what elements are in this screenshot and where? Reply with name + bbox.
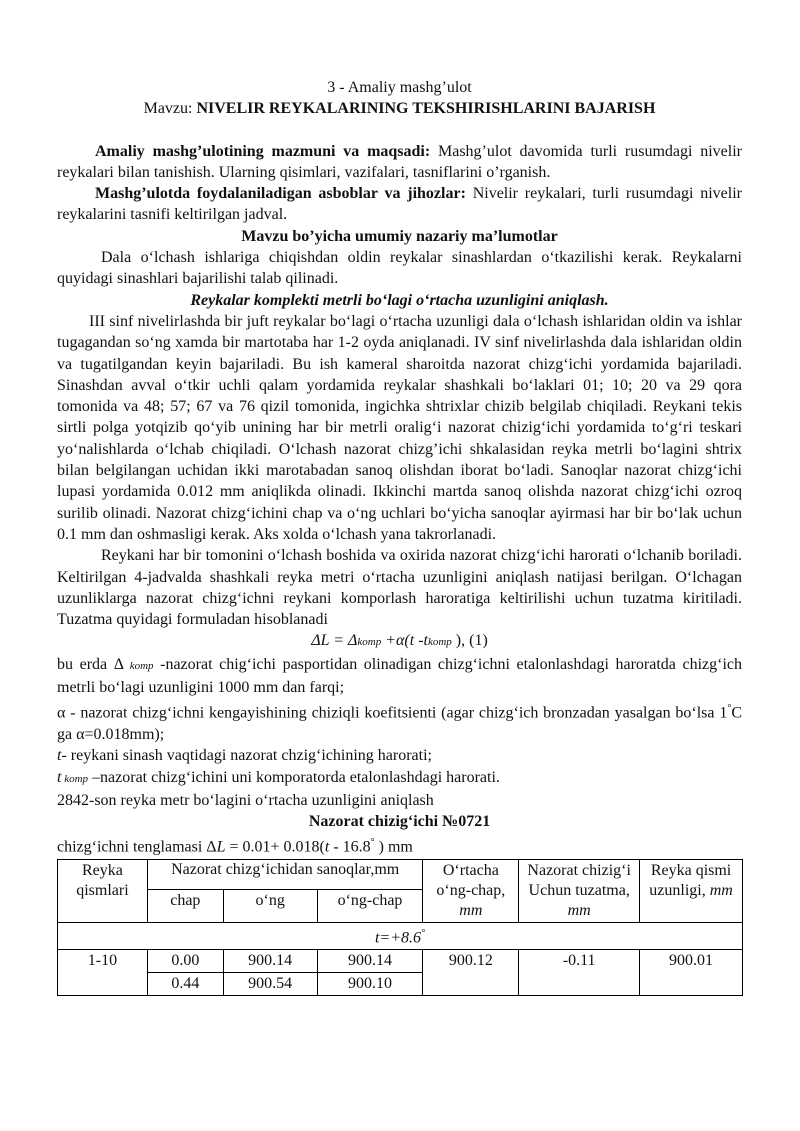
tools-text: Nivelir reykalari, turli rusumdagi nivelir reykalarini tasnifi keltirilgan jadval. bbox=[57, 185, 742, 224]
cell-diff: 900.14 bbox=[317, 950, 423, 973]
cell-left: 0.00 bbox=[147, 950, 223, 973]
header-mean: O‘rtacha o‘ng-chap, mm bbox=[423, 860, 519, 923]
header-length: Reyka qismi uzunligi, mm bbox=[640, 860, 743, 923]
cell-left: 0.44 bbox=[147, 973, 223, 996]
cell-right: 900.54 bbox=[223, 973, 317, 996]
header-readings: Nazorat chizg‘ichidan sanoqlar,mm bbox=[147, 860, 423, 890]
header-parts: Reyka qismlari bbox=[58, 860, 148, 923]
temperature-row: t=+8.6° bbox=[58, 923, 743, 950]
cell-part: 1-10 bbox=[58, 950, 148, 996]
header-right: o‘ng bbox=[223, 890, 317, 923]
cell-right: 900.14 bbox=[223, 950, 317, 973]
definition-tkomp: t komp –nazorat chizg‘ichini uni komporatorda etalonlashdagi harorati. bbox=[57, 768, 500, 786]
purpose-label: Amaliy mashg’ulotining mazmuni va maqsadi: bbox=[95, 142, 431, 160]
cell-length: 900.01 bbox=[640, 950, 743, 996]
topic-line bbox=[57, 98, 742, 119]
header-correction: Nazorat chizig‘i Uchun tuzatma, mm bbox=[519, 860, 640, 923]
cell-correction: -0.11 bbox=[519, 950, 640, 996]
definition-delta: bu erda Δ komp -nazorat chig‘ichi pasportidan olinadigan chizg‘ichni etalonlashdagi haroratda chizg‘ich metrli bo‘lagi uzunligini 1000 mm dan farqi; bbox=[57, 655, 742, 697]
line-2842: 2842-son reyka metr bo‘lagini o‘rtacha uzunligini aniqlash bbox=[57, 791, 434, 809]
topic-prefix: Mavzu: bbox=[143, 100, 197, 118]
header-left: chap bbox=[147, 890, 223, 923]
theory-heading: Mavzu bo’yicha umumiy nazariy ma’lumotlar bbox=[241, 227, 558, 245]
definition-t: t- reykani sinash vaqtidagi nazorat chzig‘ichining harorati; bbox=[57, 747, 432, 765]
tools-paragraph bbox=[57, 183, 742, 226]
paragraph-2: III sinf nivelirlashda bir juft reykalar bo‘lagi o‘rtacha uzunligi dala o‘lchash ishlaridan oldin va ishlar tugagandan so‘ng xamda bir martotaba har 1-2 oyda aniqlanadi. IV sinf nivelirlashda dala ishlaridan oldin va tugatilgandan keyin bajariladi. Bu ish kameral sharoitda nazorat chizg‘ichi yordamida bajariladi. Sinashdan avval o‘tkir uchli qalam yordamida reykalar shashkali bo‘laklari 01; 10; 20 va 29 qora tomonida va 48; 57; 67 va 76 qizil tomonida, ingichka shtrixlar chizib belgilab chiqiladi. Reykani tekis sirtli polga yotqizib qo‘yib unining har bir metrli oralig‘i nazorat chizig‘ichi yordamida to‘g‘ri teskari yo‘nalishlarda o‘lchab chiqiladi. O‘lchash nazorat chizg’ichi shkalasidan reyka metrli bo‘lagini shtrix bilan belgilangan uchidan ikki marotabadan sanoq olishdan iborat bo‘ladi. Sanoqlar nazorat chizg‘ichi lupasi yordamida 0.012 mm aniqlikda olinadi. Ikkinchi martda sanoq olishda nazorat chizg‘ichi ozroq surilib olinadi. Nazorat chizg‘ichini chap va o‘ng uchlari bo‘yicha sanoqlar ayirmasi har bir bo‘lak uchun 0.1 mm dan oshmasligi kerak. Aks xolda o‘lchash yana takrorlanadi. bbox=[57, 312, 742, 543]
paragraph-1: Dala o‘lchash ishlariga chiqishdan oldin reykalar sinashlardan o‘tkazilishi kerak. Reykalarni quyidagi sinashlari bajarilishi talab qilinadi. bbox=[57, 249, 742, 288]
header-diff: o‘ng-chap bbox=[317, 890, 423, 923]
subheading: Reykalar komplekti metrli bo‘lagi o‘rtacha uzunligini aniqlash. bbox=[190, 291, 609, 309]
topic-title: NIVELIR REYKALARINING TEKSHIRISHLARINI BAJARISH bbox=[196, 100, 656, 118]
cell-mean: 900.12 bbox=[423, 950, 519, 996]
formula-1: ΔL = Δkomp +α(t -tkomp ), (1) bbox=[311, 632, 488, 650]
paragraph-3: Reykani har bir tomonini o‘lchash boshida va oxirida nazorat chizg‘ichi harorati o‘lchanib boriladi. Keltirilgan 4-jadvalda shashkali reyka metri o‘rtacha uzunligini aniqlash natijasi berilgan. O‘lchagan uzunliklarga nazorat chizg‘ichni reykani komporlash haroratiga keltirilishi uchun tuzatma kiritiladi. Tuzatma quyidagi formuladan hisoblanadi bbox=[57, 547, 742, 629]
definition-alpha: α - nazorat chizg‘ichni kengayishining chiziqli koefitsienti (agar chizg‘ich bronzadan yasalgan bo‘lsa 1°C ga α=0.018mm); bbox=[57, 703, 742, 743]
purpose-paragraph bbox=[57, 141, 742, 184]
tools-label: Mashg’ulotda foydalaniladigan asboblar va jihozlar: bbox=[95, 185, 466, 203]
lesson-title: 3 - Amaliy mashg’ulot bbox=[327, 79, 472, 96]
table-row bbox=[58, 950, 743, 973]
ruler-equation: chizg‘ichni tenglamasi ΔL = 0.01+ 0.018(t - 16.8° ) mm bbox=[57, 837, 413, 856]
measurement-table bbox=[57, 859, 743, 996]
document-page bbox=[57, 77, 742, 996]
ruler-heading: Nazorat chizig‘ichi №0721 bbox=[308, 813, 491, 831]
purpose-text: Mashg’ulot davomida turli rusumdagi nivelir reykalari bilan tanishish. Ularning qisimlari, vazifalari, tasniflarini o’rganish. bbox=[57, 142, 742, 181]
cell-diff: 900.10 bbox=[317, 973, 423, 996]
